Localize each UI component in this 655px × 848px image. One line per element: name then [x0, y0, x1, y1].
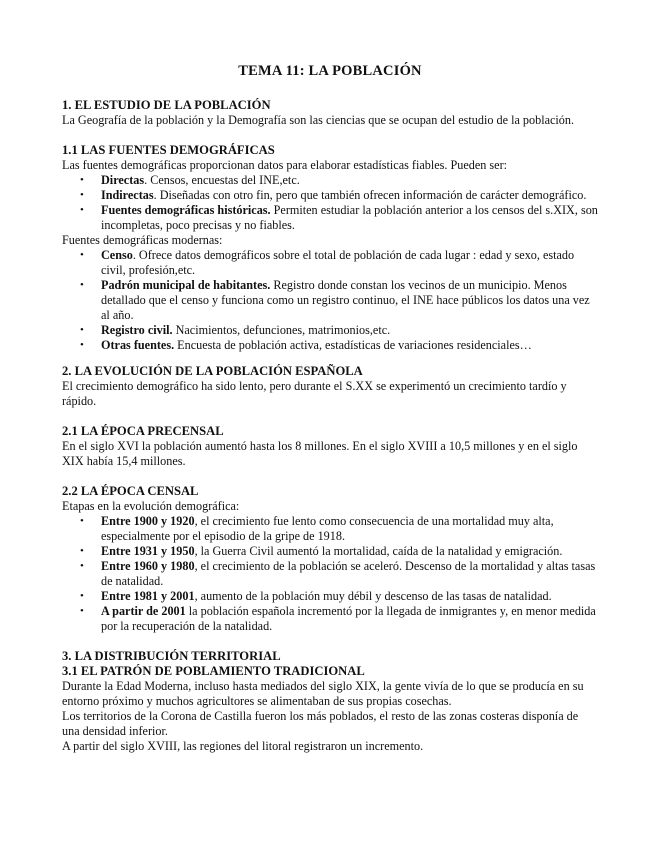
list-item-text: Nacimientos, defunciones, matrimonios,etc. [172, 323, 391, 337]
bullet-icon: • [80, 204, 84, 216]
bullet-icon: • [80, 590, 84, 602]
page-title: TEMA 11: LA POBLACIÓN [238, 63, 422, 79]
list-item-text: , aumento de la población muy débil y descenso de las tasas de natalidad. [194, 589, 552, 603]
list-item-term: Directas [101, 173, 145, 187]
list-item-term: Padrón municipal de habitantes. [101, 278, 271, 292]
list-item-text: Registro donde constan los vecinos de un municipio. Menos detallado que el censo y funciona como un registro continuo, el INE hace públicos los datos una vez al año. [101, 278, 590, 322]
list-item [80, 604, 598, 634]
bullet-icon: • [80, 249, 84, 261]
section-1-text: La Geografía de la población y la Demografía son las ciencias que se ocupan del estudio de la población. [62, 113, 575, 127]
list-item-text: Encuesta de población activa, estadísticas de variaciones residenciales… [174, 338, 532, 352]
bullet-icon: • [80, 324, 84, 336]
list-item-text: . Ofrece datos demográficos sobre el total de población de cada lugar : edad y sexo, estado civil, profesión,etc. [101, 248, 575, 277]
bullet-icon: • [80, 279, 84, 291]
modern-sources-intro: Fuentes demográficas modernas: [62, 233, 223, 247]
section-2-2-intro: Etapas en la evolución demográfica: [62, 499, 240, 513]
sources-list [62, 173, 598, 233]
list-item [80, 323, 598, 338]
section-3-1-heading: 3.1 EL PATRÓN DE POBLAMIENTO TRADICIONAL [62, 664, 365, 678]
list-item-term: Otras fuentes. [101, 338, 175, 352]
list-item [80, 173, 598, 188]
bullet-icon: • [80, 560, 84, 572]
modern-sources-list [62, 248, 598, 353]
list-item-text: la población española incrementó por la llegada de inmigrantes y, en menor medida por la recuperación de la natalidad. [101, 604, 596, 633]
section-2-heading: 2. LA EVOLUCIÓN DE LA POBLACIÓN ESPAÑOLA [62, 364, 363, 378]
list-item-term: Entre 1931 y 1950 [101, 544, 195, 558]
list-item [80, 589, 598, 604]
list-item [80, 278, 598, 323]
list-item [80, 514, 598, 544]
list-item [80, 188, 598, 203]
list-item-term: Entre 1900 y 1920 [101, 514, 195, 528]
section-1-1-intro: Las fuentes demográficas proporcionan datos para elaborar estadísticas fiables. Pueden ser: [62, 158, 508, 172]
section-3-1-paragraph-2: Los territorios de la Corona de Castilla fueron los más poblados, el resto de las zonas costeras disponía de una densidad inferior. [62, 709, 579, 738]
list-item [80, 203, 598, 233]
list-item-text: , el crecimiento fue lento como consecuencia de una mortalidad muy alta, especialmente por el episodio de la gripe de 1918. [101, 514, 554, 543]
section-3-1-paragraph-1: Durante la Edad Moderna, incluso hasta mediados del siglo XIX, la gente vivía de lo que se producía en su entorno próximo y muchos agricultores se alimentaban de sus propias cosechas. [62, 679, 584, 708]
list-item-term: Fuentes demográficas históricas. [101, 203, 271, 217]
document-page [62, 62, 598, 754]
bullet-icon: • [80, 339, 84, 351]
list-item-term: Censo [101, 248, 133, 262]
bullet-icon: • [80, 545, 84, 557]
section-2-1-heading: 2.1 LA ÉPOCA PRECENSAL [62, 424, 224, 438]
bullet-icon: • [80, 174, 84, 186]
section-2-1-text: En el siglo XVI la población aumentó hasta los 8 millones. En el siglo XVIII a 10,5 millones y en el siglo XIX había 15,4 millones. [62, 439, 578, 468]
section-3-1-paragraph-3: A partir del siglo XVIII, las regiones del litoral registraron un incremento. [62, 739, 424, 753]
list-item-term: Entre 1960 y 1980 [101, 559, 195, 573]
section-1-1-heading: 1.1 LAS FUENTES DEMOGRÁFICAS [62, 143, 275, 157]
list-item-term: Entre 1981 y 2001 [101, 589, 195, 603]
bullet-icon: • [80, 515, 84, 527]
section-1-heading: 1. EL ESTUDIO DE LA POBLACIÓN [62, 98, 271, 112]
list-item [80, 544, 598, 559]
section-2-text: El crecimiento demográfico ha sido lento, pero durante el S.XX se experimentó un crecimiento tardío y rápido. [62, 379, 567, 408]
list-item-text: , el crecimiento de la población se aceleró. Descenso de la mortalidad y altas tasas de natalidad. [101, 559, 596, 588]
list-item-text: , la Guerra Civil aumentó la mortalidad, caída de la natalidad y emigración. [194, 544, 563, 558]
list-item-term: A partir de 2001 [101, 604, 186, 618]
list-item [80, 338, 598, 353]
bullet-icon: • [80, 189, 84, 201]
list-item-text: Permiten estudiar la población anterior a los censos del s.XIX, son incompletas, poco precisas y no fiables. [101, 203, 598, 232]
section-3-heading: 3. LA DISTRIBUCIÓN TERRITORIAL [62, 649, 281, 663]
list-item [80, 248, 598, 278]
list-item-term: Registro civil. [101, 323, 173, 337]
list-item [80, 559, 598, 589]
list-item-term: Indirectas [101, 188, 154, 202]
census-stages-list [62, 514, 598, 634]
bullet-icon: • [80, 605, 84, 617]
list-item-text: . Diseñadas con otro fin, pero que también ofrecen información de carácter demográfico. [153, 188, 587, 202]
section-2-2-heading: 2.2 LA ÉPOCA CENSAL [62, 484, 199, 498]
list-item-text: . Censos, encuestas del INE,etc. [144, 173, 300, 187]
